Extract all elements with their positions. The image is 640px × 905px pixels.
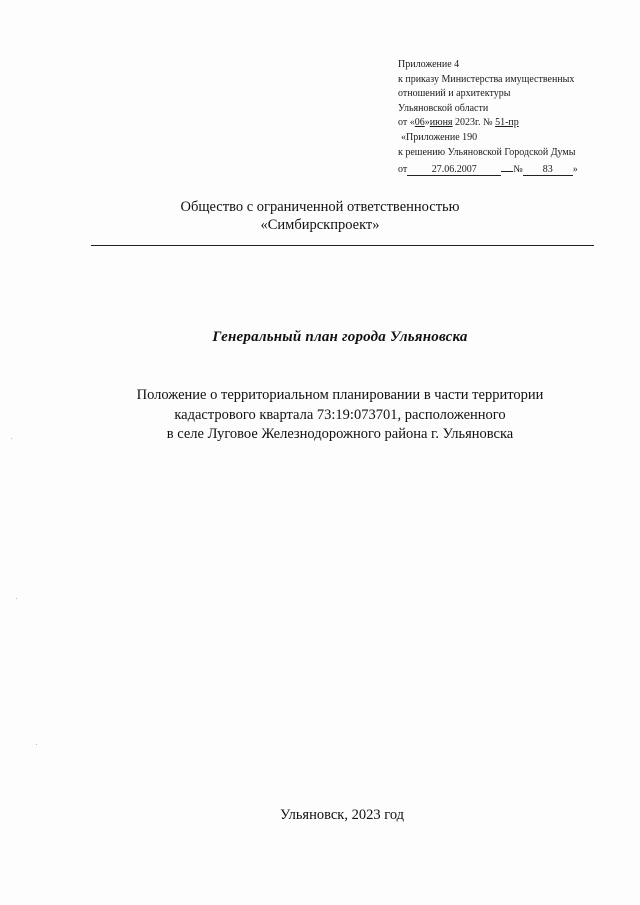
subtitle-line-1: Положение о территориальном планировании в части территории — [136, 387, 544, 403]
scan-speck — [36, 744, 37, 745]
city-year-footer: Ульяновск, 2023 год — [279, 807, 405, 823]
document-title: Генеральный план города Ульяновска — [212, 329, 468, 345]
decision-number: 83 — [523, 164, 573, 176]
order-month: июня — [429, 117, 453, 129]
order-prefix: от « — [398, 117, 415, 129]
separator-line — [91, 245, 594, 246]
decision-prefix: от — [398, 164, 408, 176]
appendix-line-2: к приказу Министерства имущественных — [398, 73, 575, 85]
decision-number-sign: № — [513, 164, 523, 176]
scan-speck — [16, 598, 17, 599]
order-mid: » — [424, 117, 430, 129]
decision-date: 27.06.2007 — [407, 164, 501, 176]
subtitle-line-2: кадастрового квартала 73:19:073701, расположенного — [174, 406, 506, 423]
decision-suffix: » — [572, 164, 578, 176]
appendix-line-7: к решению Ульяновской Городской Думы — [398, 146, 576, 158]
appendix-line-1: Приложение 4 — [398, 59, 460, 70]
subtitle-line-3: в селе Луговое Железнодорожного района г. Ульяновска — [166, 426, 514, 442]
appendix-header — [398, 58, 628, 178]
order-day: 06 — [414, 117, 425, 129]
order-year: 2023г. — [452, 117, 481, 129]
decision-date-gap — [501, 160, 513, 172]
appendix-order-line — [398, 116, 628, 131]
organization-name — [0, 198, 640, 234]
document-subtitle — [0, 386, 640, 445]
organization-line-1: Общество с ограниченной ответственностью — [180, 199, 460, 215]
scan-speck — [11, 438, 12, 439]
appendix-decision-line — [398, 160, 628, 178]
order-number: 51-пр — [495, 117, 519, 129]
organization-line-2: «Симбирскпроект» — [260, 217, 380, 233]
order-number-sign: № — [480, 117, 496, 129]
appendix-line-6: «Приложение 190 — [401, 131, 478, 143]
appendix-line-3: отношений и архитектуры — [398, 88, 511, 100]
appendix-line-4: Ульяновской области — [398, 102, 489, 114]
